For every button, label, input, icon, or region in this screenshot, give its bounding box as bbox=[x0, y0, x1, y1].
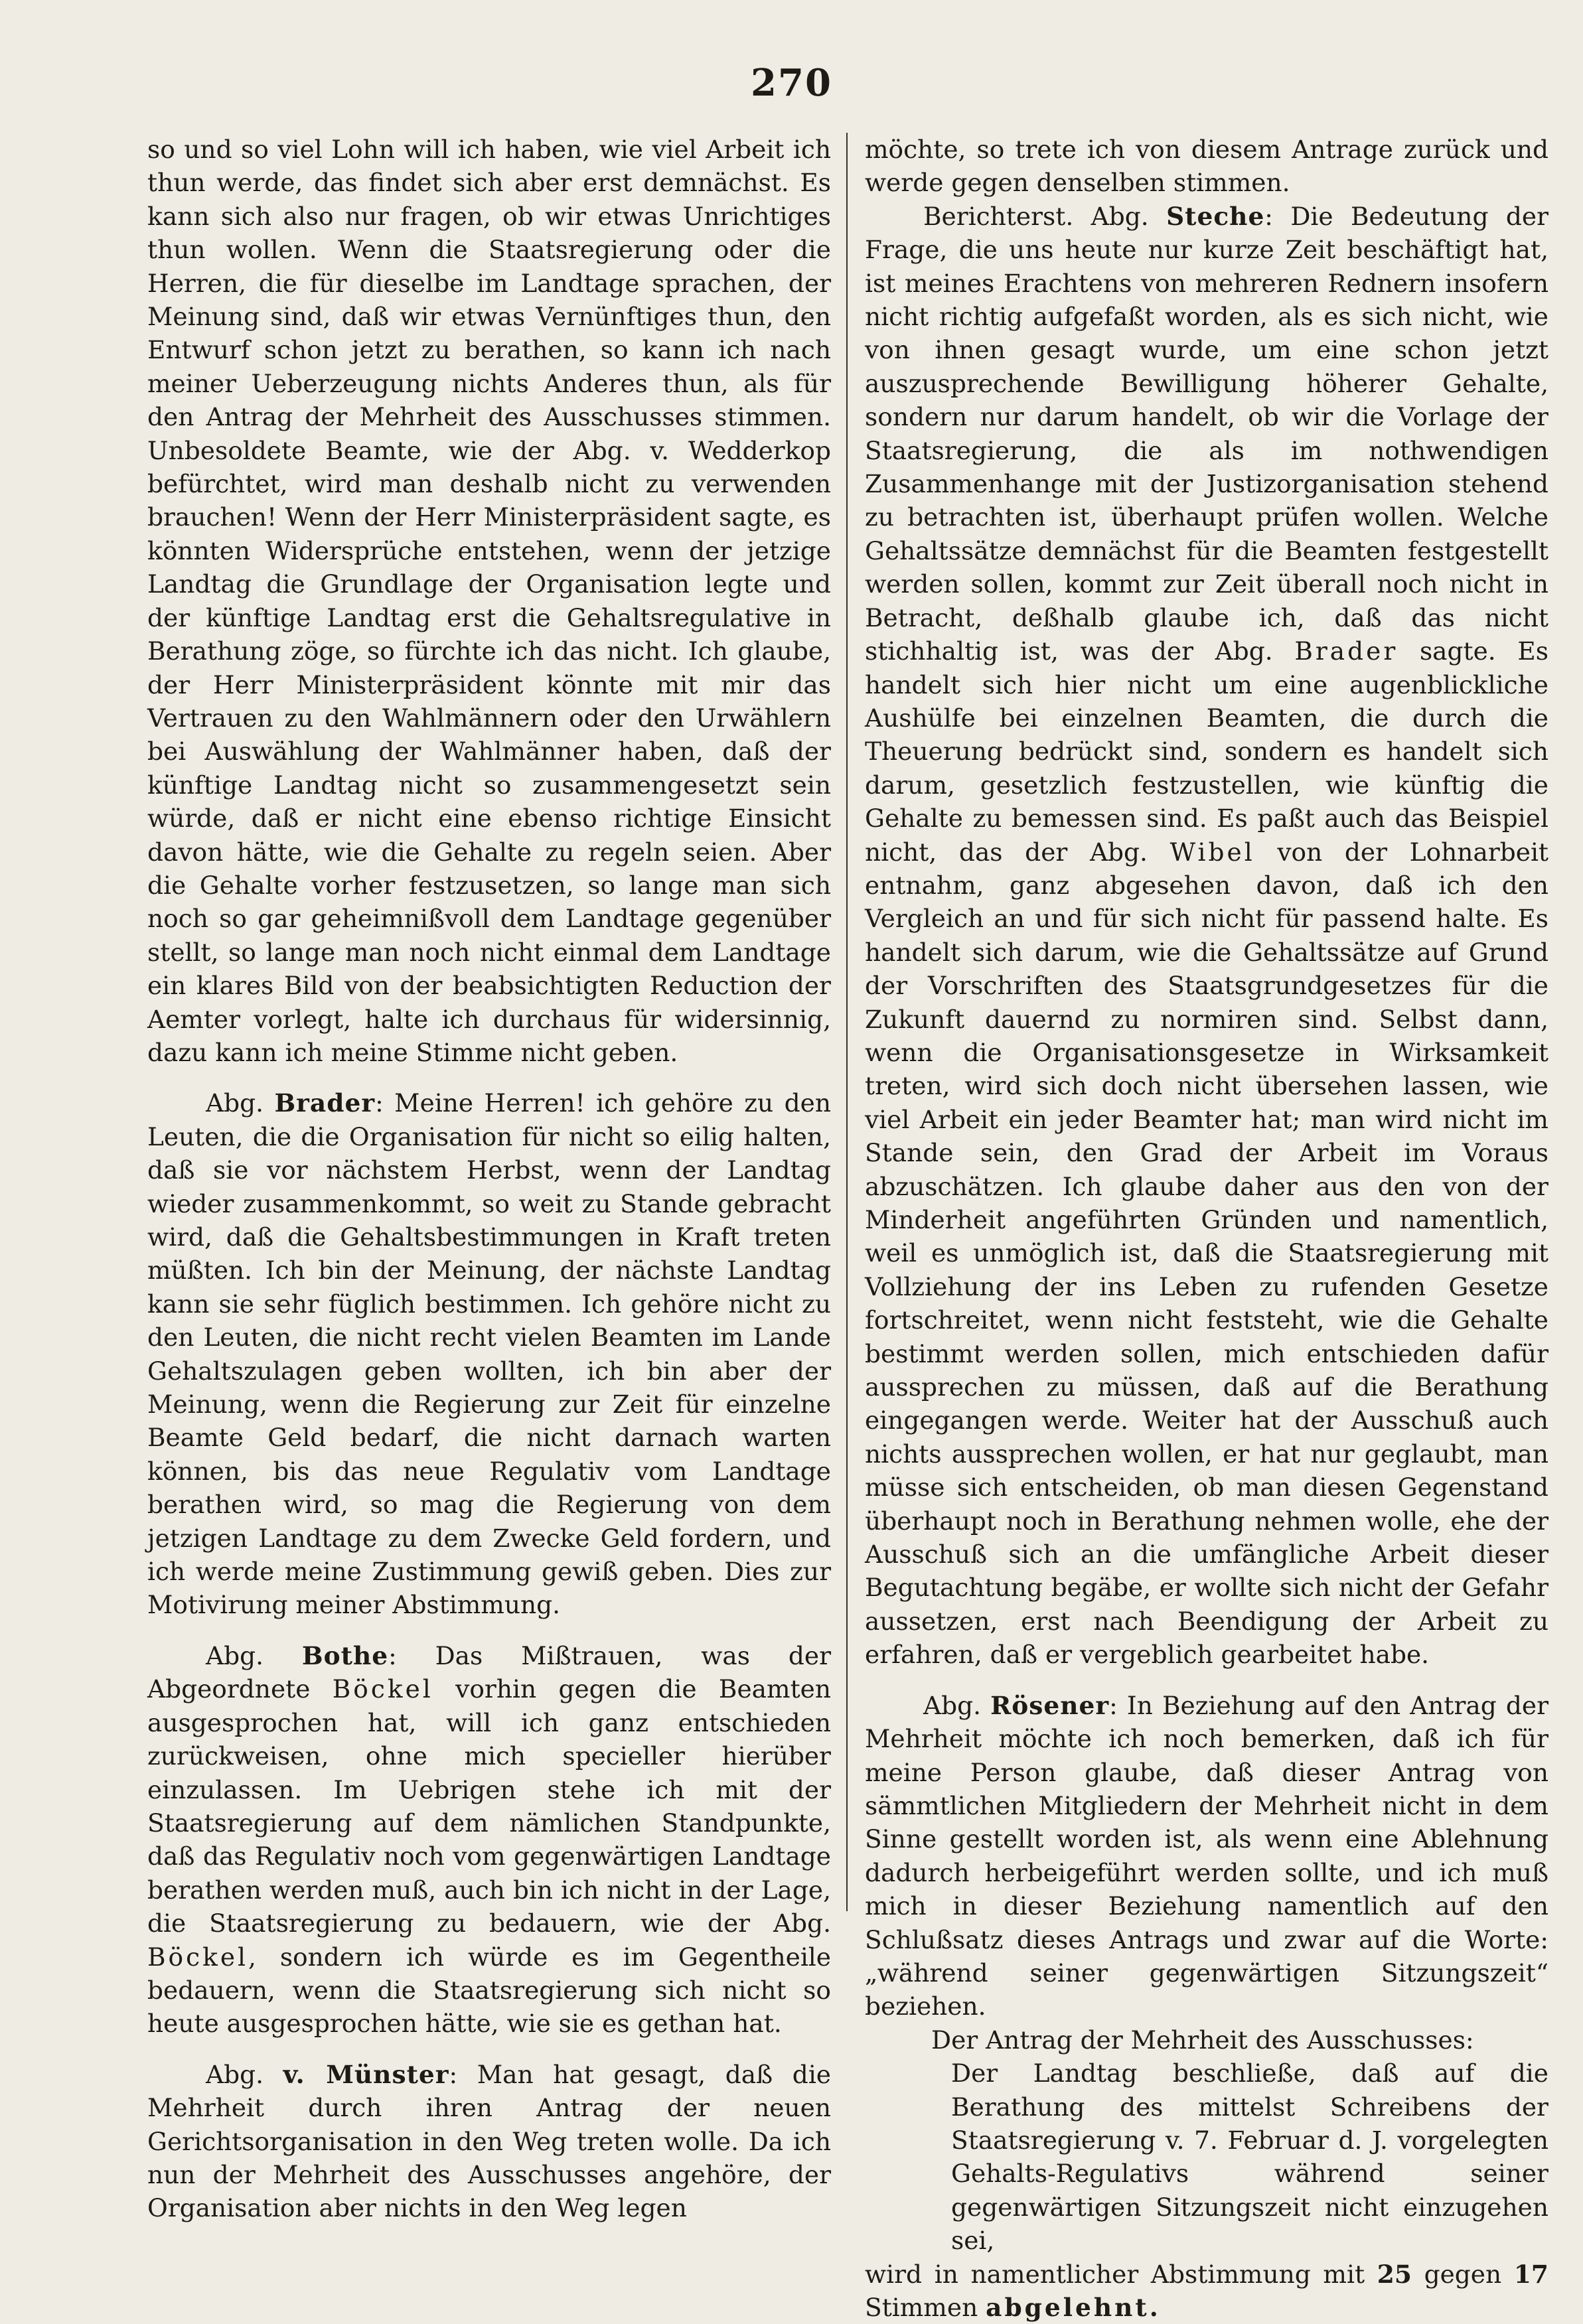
mentioned-name: Brader bbox=[1294, 636, 1398, 666]
speech-roesener bbox=[865, 1689, 1548, 2023]
motion-intro: Der Antrag der Mehrheit des Ausschusses: bbox=[931, 2025, 1474, 2055]
speaker-prefix: Abg. bbox=[923, 1690, 991, 1720]
votes-for: 25 bbox=[1377, 2259, 1412, 2289]
right-column bbox=[865, 133, 1548, 2324]
speech-text: : Man hat gesagt, daß die Mehrheit durch ihren Antrag der neuen Gerichtsorganisation in den Weg treten wolle. Da ich nun der Mehrheit des Ausschusses angehöre, der Organisation aber nichts in den Weg legen bbox=[147, 2059, 832, 2223]
motion-text: Der Landtag beschließe, daß auf die Berathung des mittelst Schreibens der Staatsregierung v. 7. Februar d. J. vorgelegten Gehalts-Regulativs während seiner gegenwärtigen Sitzungszeit nicht einzugehen sei, bbox=[951, 2059, 1548, 2256]
column-divider bbox=[846, 133, 848, 1911]
speaker-name: Rösener bbox=[990, 1690, 1110, 1720]
mentioned-name: Wibel bbox=[1169, 837, 1255, 867]
speaker-prefix: Abg. bbox=[206, 1088, 275, 1118]
speech-muenster bbox=[147, 2058, 831, 2225]
speech-text: sagte. Es handelt sich hier nicht um eine augenblickliche Aushülfe bei einzelnen Beamten, die durch die Theuerung bedrückt sind, sondern es handelt sich darum, gesetzlich festzustellen, wie künftig die Gehalte zu bemessen sind. Es paßt auch das Beispiel nicht, das der Abg. bbox=[865, 636, 1548, 867]
speaker-prefix: Berichterst. Abg. bbox=[923, 201, 1167, 231]
paragraph-continuation: möchte, so trete ich von diesem Antrage zurück und werde gegen denselben stimmen. bbox=[865, 135, 1548, 198]
speaker-name: Steche bbox=[1166, 201, 1265, 231]
left-column bbox=[147, 133, 831, 2225]
speech-text: von der Lohnarbeit entnahm, ganz abgesehen davon, daß ich den Vergleich an und für sich nicht für passend halte. Es handelt sich darum, wie die Gehaltssätze auf Grund der Vorschriften des Staatsgrundgesetzes für die Zukunft dauernd zu normiren sind. Selbst dann, wenn die Organisationsgesetze in Wirksamkeit treten, wird sich doch nicht übersehen lassen, wie viel Arbeit ein jeder Beamter hat; man wird nicht im Stande sein, den Grad der Arbeit im Voraus abzuschätzen. Ich glaube daher aus den von der Minderheit angeführten Gründen und namentlich, weil es unmöglich ist, daß die Staatsregierung mit Vollziehung der ins Leben zu rufenden Gesetze fortschreitet, wenn nicht feststeht, wie die Gehalte bestimmt werden sollen, mich entschieden dafür aussprechen zu müssen, daß auf die Berathung eingegangen werde. Weiter hat der Ausschuß auch nichts aussprechen wollen, er hat nur geglaubt, man müsse sich entscheiden, ob man diesen Gegenstand überhaupt noch in Berathung nehmen wolle, ehe der Ausschuß sich an die umfängliche Arbeit dieser Begutachtung begäbe, er wollte sich nicht der Gefahr aussetzen, erst nach Beendigung der Arbeit zu erfahren, daß er vergeblich gearbeitet habe. bbox=[865, 837, 1549, 1670]
page-number: 270 bbox=[751, 61, 832, 105]
mentioned-name: Böckel bbox=[332, 1674, 433, 1704]
paragraph-continuation: so und so viel Lohn will ich haben, wie viel Arbeit ich thun werde, das findet sich aber erst demnächst. Es kann sich also nur fragen, ob wir etwas Unrichtiges thun wollen. Wenn die Staatsregierung oder die Herren, die für dieselbe im Landtage sprachen, der Meinung sind, daß wir etwas Vernünftiges thun, den Entwurf schon jetzt zu berathen, so kann ich nach meiner Ueberzeugung nichts Anderes thun, als für den Antrag der Mehrheit des Ausschusses stimmen. Unbesoldete Beamte, wie der Abg. v. Wedderkop befürchtet, wird man deshalb nicht zu verwenden brauchen! Wenn der Herr Ministerpräsident sagte, es könnten Widersprüche entstehen, wenn der jetzige Landtag die Grundlage der Organisation legte und der künftige Landtag erst die Gehaltsregulative in Berathung zöge, so fürchte ich das nicht. Ich glaube, der Herr Ministerpräsident könnte mit mir das Vertrauen zu den Wahlmännern oder den Urwählern bei Auswählung der Wahlmänner haben, daß der künftige Landtag nicht so zusammengesetzt sein würde, daß er nicht eine ebenso richtige Einsicht davon hätte, wie die Gehalte zu regeln seien. Aber die Gehalte vorher festzusetzen, so lange man sich noch so gar geheimnißvoll dem Landtage gegenüber stellt, so lange man noch nicht einmal dem Landtage ein klares Bild von der beabsichtigten Reduction der Aemter vorlegt, halte ich durchaus für widersinnig, dazu kann ich meine Stimme nicht geben. bbox=[147, 135, 831, 1067]
speech-text: : Das Mißtrauen, was der Abgeordnete bbox=[147, 1640, 832, 1704]
speech-text: , sondern ich würde es im Gegentheile bedauern, wenn die Staatsregierung sich nicht so heute ausgesprochen hätte, wie sie es gethan hat. bbox=[147, 1942, 831, 2039]
speech-text: : Die Bedeutung der Frage, die uns heute nur kurze Zeit beschäftigt hat, ist meines Erachtens von mehreren Rednern insofern nicht richtig aufgefaßt worden, als es sich nicht, wie von ihnen gesagt wurde, um eine schon jetzt auszusprechende Bewilligung höherer Gehalte, sondern nur darum handelt, ob wir die Vorlage der Staatsregierung, die als im nothwendigen Zusammenhange mit der Justizorganisation stehend zu betrachten ist, überhaupt prüfen wollen. Welche Gehaltssätze demnächst für die Beamten festgestellt werden sollen, kommt zur Zeit überall noch nicht in Betracht, deßhalb glaube ich, daß das nicht stichhaltig ist, was der Abg. bbox=[865, 201, 1548, 666]
speech-steche bbox=[865, 200, 1548, 1672]
speaker-name: Bothe bbox=[301, 1640, 389, 1670]
votes-against: 17 bbox=[1513, 2259, 1549, 2289]
speaker-prefix: Abg. bbox=[206, 2059, 283, 2089]
speech-text: : In Beziehung auf den Antrag der Mehrheit möchte ich noch bemerken, daß ich für meine Person glaube, daß dieser Antrag von sämmtlichen Mitgliedern der Mehrheit nicht in dem Sinne gestellt worden ist, als wenn eine Ablehnung dadurch herbeigeführt werden sollte, und ich muß mich in dieser Beziehung namentlich auf den Schlußsatz dieses Antrags und zwar auf die Worte: „während seiner gegenwärtigen Sitzungszeit“ beziehen. bbox=[865, 1690, 1548, 2021]
speech-brader bbox=[147, 1086, 831, 1622]
speech-text: vorhin gegen die Beamten ausgesprochen hat, will ich ganz entschieden zurückweisen, ohne mich specieller hierüber einzulassen. Im Uebrigen stehe ich mit der Staatsregierung auf dem nämlichen Standpunkte, daß das Regulativ noch vom gegenwärtigen Landtage berathen werden muß, auch bin ich nicht in der Lage, die Staatsregierung zu bedauern, wie der Abg. bbox=[147, 1674, 831, 1938]
speaker-name: Brader bbox=[274, 1088, 376, 1118]
result-outcome: abgelehnt. bbox=[986, 2293, 1161, 2322]
mentioned-name: Böckel bbox=[147, 1942, 249, 1972]
result-text: Stimmen bbox=[865, 2293, 986, 2322]
speech-text: : Meine Herren! ich gehöre zu den Leuten, die die Organisation für nicht so eilig halten, daß sie vor nächstem Herbst, wenn der Landtag wieder zusammenkommt, so weit zu Stande gebracht wird, daß die Gehaltsbestimmungen in Kraft treten müßten. Ich bin der Meinung, der nächste Landtag kann sie sehr füglich bestimmen. Ich gehöre nicht zu den Leuten, die nicht recht vielen Beamten im Lande Gehaltszulagen geben wollten, ich bin aber der Meinung, wenn die Regierung zur Zeit für einzelne Beamte Geld bedarf, die nicht darnach warten können, bis das neue Regulativ vom Landtage berathen wird, so mag die Regierung von dem jetzigen Landtage zu dem Zwecke Geld fordern, und ich werde meine Zustimmung gewiß geben. Dies zur Motivirung meiner Abstimmung. bbox=[147, 1088, 831, 1620]
vote-result bbox=[865, 2258, 1548, 2324]
result-text: gegen bbox=[1411, 2259, 1514, 2289]
result-text: wird in namentlicher Abstimmung mit bbox=[865, 2259, 1377, 2289]
speech-bothe bbox=[147, 1639, 831, 2041]
speaker-name: v. Münster bbox=[283, 2059, 449, 2089]
speaker-prefix: Abg. bbox=[206, 1640, 302, 1670]
